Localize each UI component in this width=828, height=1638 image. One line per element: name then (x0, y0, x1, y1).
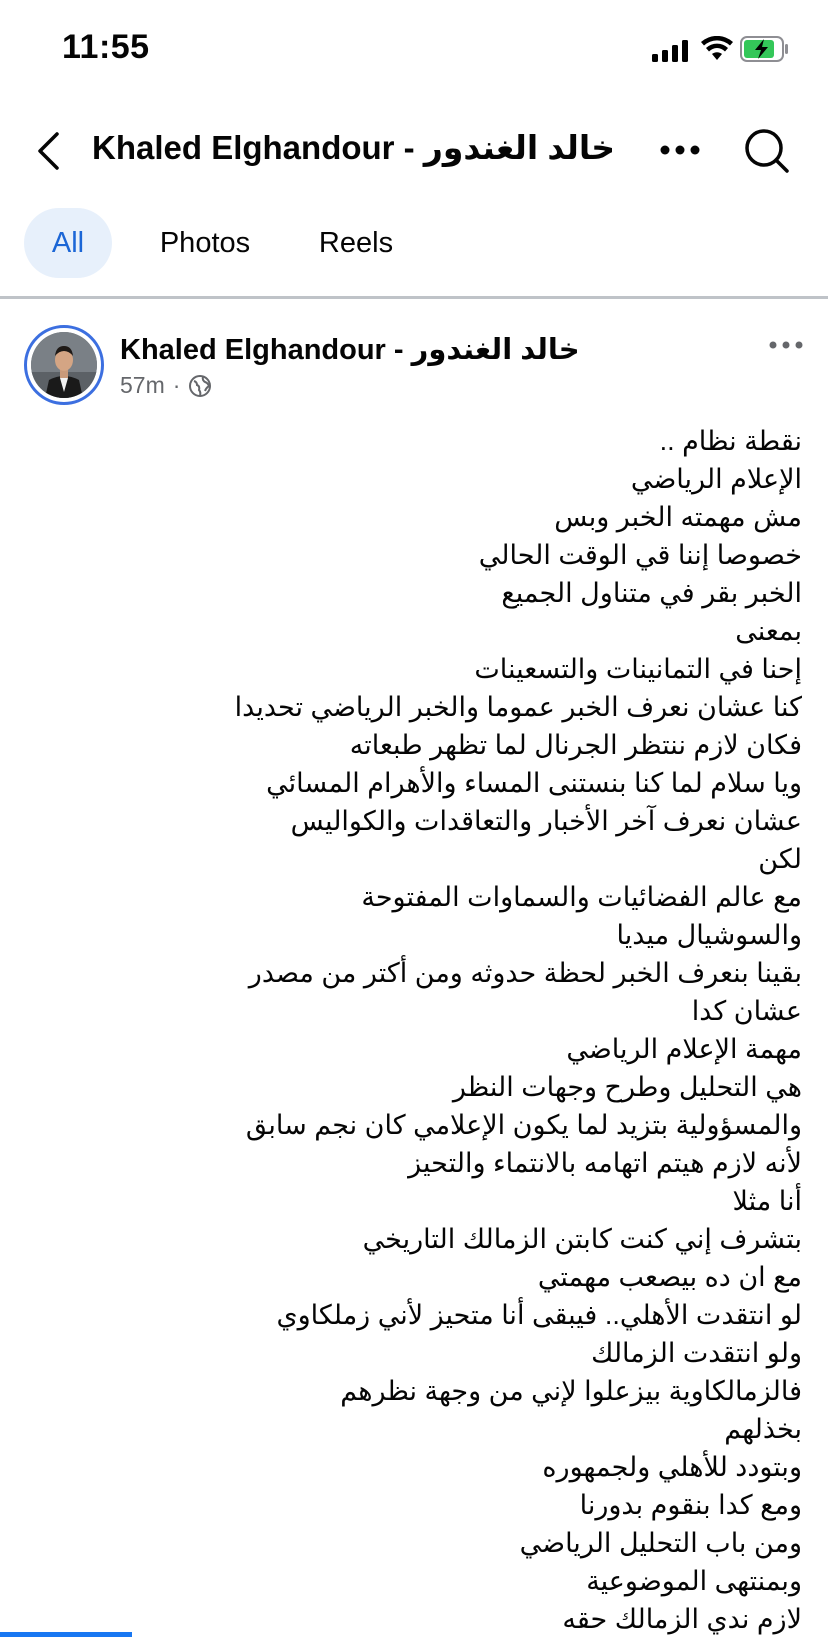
post-text-line: لازم ندي الزمالك حقه (562, 1604, 802, 1634)
post-time[interactable]: 57m (120, 372, 165, 398)
post-text-line: ويا سلام لما كنا بنستنى المساء والأهرام المسائي (266, 768, 802, 798)
post-meta (120, 372, 212, 399)
post-text-line: مع عالم الفضائيات والسماوات المفتوحة (361, 882, 802, 912)
filter-tabs (0, 206, 828, 282)
more-horizontal-icon (769, 341, 803, 349)
post-text-line: بخذلهم (724, 1414, 802, 1444)
post-text-line: ومع كدا بنقوم بدورنا (579, 1490, 802, 1520)
post-text-line: مش مهمته الخبر وبس (554, 502, 802, 532)
wifi-icon (700, 36, 734, 67)
post-text-line: عشان كدا (691, 996, 802, 1026)
post-text-line: مهمة الإعلام الرياضي (566, 1034, 802, 1064)
battery-charging-icon (740, 36, 790, 67)
post-text-line: وبتودد للأهلي ولجمهوره (542, 1452, 802, 1482)
more-horizontal-icon (660, 145, 700, 155)
avatar[interactable] (31, 332, 97, 398)
tab-photos[interactable]: Photos (159, 226, 251, 259)
post-text-line: مع ان ده بيصعب مهمتي (537, 1262, 802, 1292)
post-text-line: أنا مثلا (732, 1186, 802, 1216)
post-text-line: ولو انتقدت الزمالك (591, 1338, 802, 1368)
search-icon (744, 128, 790, 174)
section-divider (0, 296, 828, 299)
post-text-line: كنا عشان نعرف الخبر عموما والخبر الرياضي تحديدا (234, 692, 802, 722)
meta-separator: · (172, 372, 181, 398)
search-button[interactable] (740, 124, 794, 178)
status-bar (0, 0, 828, 100)
post-body (160, 422, 802, 1638)
tab-reels[interactable]: Reels (318, 226, 394, 259)
post-text-line: الإعلام الرياضي (630, 464, 802, 494)
cellular-signal-icon (652, 40, 690, 67)
post-text-line: والسوشيال ميديا (616, 920, 802, 950)
post-text-line: لو انتقدت الأهلي.. فيبقى أنا متحيز لأني زملكاوي (276, 1300, 802, 1330)
post-text-line: والمسؤولية بتزيد لما يكون الإعلامي كان نجم سابق (245, 1110, 802, 1140)
status-time: 11:55 (62, 28, 150, 66)
post-text-line: بتشرف إني كنت كابتن الزمالك التاريخي (362, 1224, 802, 1254)
back-button[interactable] (28, 126, 68, 176)
post-text-line: فالزمالكاوية بيزعلوا لإني من وجهة نظرهم (340, 1376, 802, 1406)
post-header (0, 322, 828, 410)
post-text-line: بمعنى (735, 616, 802, 646)
post-text-line: لأنه لازم هيتم اتهامه بالانتماء والتحيز (408, 1148, 802, 1178)
more-options-button[interactable] (656, 130, 704, 170)
post-options-button[interactable] (762, 330, 810, 360)
page-title: Khaled Elghandour - خالد الغندور (92, 129, 616, 166)
post-author-name[interactable]: Khaled Elghandour - خالد الغندور (120, 334, 580, 366)
page-header (0, 110, 828, 192)
post-text-line: هي التحليل وطرح وجهات النظر (452, 1072, 802, 1102)
post-text-line: نقطة نظام .. (659, 426, 802, 456)
post-text-line: ومن باب التحليل الرياضي (519, 1528, 802, 1558)
post-text-line: لكن (758, 844, 802, 874)
chevron-left-icon (35, 131, 61, 171)
post-text-line: وبمنتهى الموضوعية (586, 1566, 802, 1596)
globe-icon (188, 374, 212, 398)
profile-photo (31, 332, 97, 398)
post-text-line: بقينا بنعرف الخبر لحظة حدوثه ومن أكتر من مصدر (248, 958, 802, 988)
post-text-line: الخبر بقر في متناول الجميع (501, 578, 802, 608)
scroll-indicator (0, 1632, 132, 1637)
post-text-line: إحنا في التمانينات والتسعينات (474, 654, 802, 684)
tab-all[interactable]: All (24, 208, 112, 278)
post-text-line: خصوصا إننا قي الوقت الحالي (478, 540, 802, 570)
post-text-line: عشان نعرف آخر الأخبار والتعاقدات والكواليس (290, 806, 802, 836)
post-text-line: فكان لازم ننتظر الجرنال لما تظهر طبعاته (349, 730, 802, 760)
